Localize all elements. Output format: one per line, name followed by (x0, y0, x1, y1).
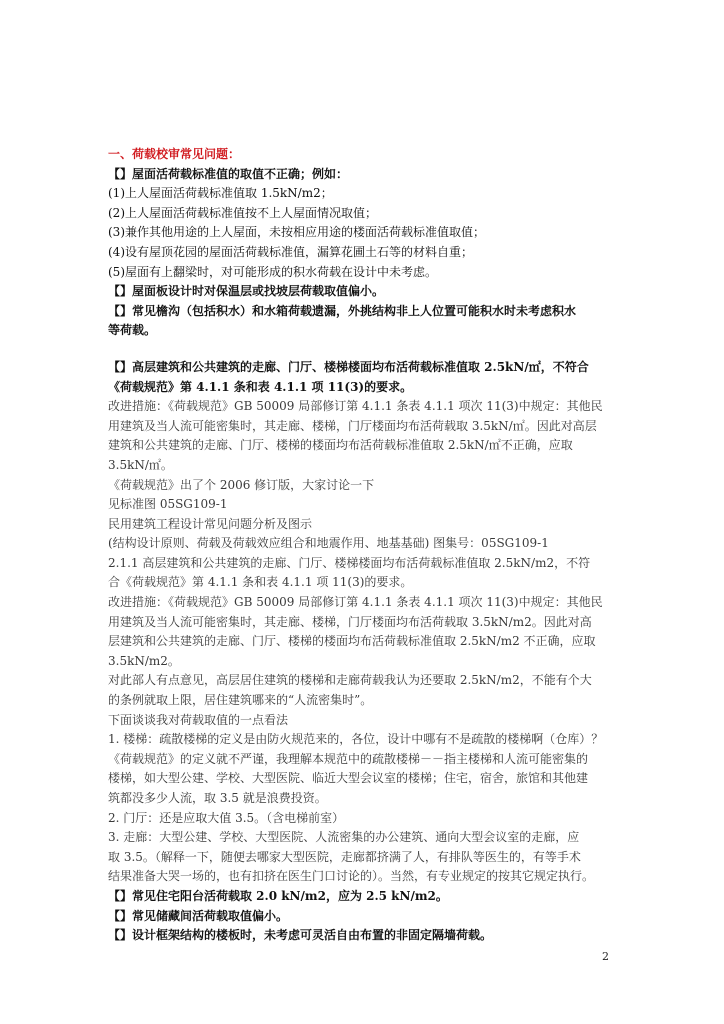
page-content (108, 145, 620, 946)
discussion-line: 见标准图 05SG109-1 (108, 497, 228, 512)
discussion-line: 民用建筑工程设计常见问题分析及图示 (108, 516, 313, 531)
issue-item: (2)上人屋面活荷载标准值按不上人屋面情况取值； (108, 205, 377, 220)
improvement-text: 用建筑及当人流可能密集时，其走廊、楼梯，门厅楼面均布活荷载取 3.5kN/㎡。因此对高层 (108, 418, 597, 433)
discussion-line: 2. 门厅：还是应取大值 3.5。（含电梯前室） (108, 810, 345, 825)
discussion-line: 结果准备大哭一场的，也有扣挤在医生门口讨论的）。当然，有专业规定的按其它规定执行。 (108, 869, 595, 884)
discussion-line: 楼梯，如大型公建、学校、大型医院、临近大型会议室的楼梯；住宅，宿舍，旅馆和其他建 (108, 771, 589, 786)
issue-title: 【】常见储藏间活荷载取值偏小。 (108, 908, 289, 923)
issue-title: 等荷载。 (108, 323, 157, 338)
issue-title: 【】常见住宅阳台活荷载取 2.0 kN/m2，应为 2.5 kN/m2。 (108, 888, 448, 903)
discussion-line: 用建筑及当人流可能密集时，其走廊、楼梯，门厅楼面均布活荷载取 3.5kN/m2。因此对高 (108, 614, 592, 629)
discussion-line: 层建筑和公共建筑的走廊、门厅、楼梯的楼面均布活荷载标准值取 2.5kN/m2 不正确，应取 (108, 634, 596, 649)
paragraph-gap (108, 341, 620, 358)
issue-item: (1)上人屋面活荷载标准值取 1.5kN/m2； (108, 186, 333, 201)
discussion-line: 2.1.1 高层建筑和公共建筑的走廊、门厅、楼梯楼面均布活荷载标准值取 2.5kN/m2，不符 (108, 555, 591, 570)
issue-item: (4)设有屋顶花园的屋面活荷载标准值，漏算花圃土石等的材料自重； (108, 244, 474, 259)
improvement-text: 改进措施：《荷载规范》GB 50009 局部修订第 4.1.1 条表 4.1.1 项次 11(3)中规定：其他民 (108, 399, 603, 414)
issue-title: 【】高层建筑和公共建筑的走廊、门厅、楼梯楼面均布活荷载标准值取 2.5kN/㎡，不符合 (108, 359, 589, 374)
discussion-line: 3. 走廊：大型公建、学校、大型医院、人流密集的办公建筑、通向大型会议室的走廊，应 (108, 830, 580, 845)
discussion-line: 改进措施：《荷载规范》GB 50009 局部修订第 4.1.1 条表 4.1.1 项次 11(3)中规定：其他民 (108, 595, 603, 610)
discussion-line: 的条例就取上限，居住建筑哪来的“人流密集时”。 (108, 693, 373, 708)
issue-item: (3)兼作其他用途的上人屋面，未按相应用途的楼面活荷载标准值取值； (108, 225, 486, 240)
issue-title: 【】屋面活荷载标准值的取值不正确；例如： (108, 166, 349, 181)
discussion-line: 取 3.5。（解释一下，随便去哪家大型医院，走廊都挤满了人，有排队等医生的，有等手术 (108, 849, 581, 864)
issue-title: 【】设计框架结构的楼板时，未考虑可灵活自由布置的非固定隔墙荷载。 (108, 928, 493, 943)
discussion-line: 《荷载规范》的定义就不严谨，我理解本规范中的疏散楼梯－－指主楼梯和人流可能密集的 (108, 751, 589, 766)
discussion-line: 合《荷载规范》第 4.1.1 条和表 4.1.1 项 11(3)的要求。 (108, 575, 413, 590)
page-number: 2 (602, 950, 609, 963)
discussion-line: 对此部人有点意见，高层居住建筑的楼梯和走廊荷载我认为还要取 2.5kN/m2，不能有个大 (108, 673, 592, 688)
discussion-line: 《荷载规范》出了个 2006 修订版，大家讨论一下 (108, 477, 375, 492)
discussion-line: 下面谈谈我对荷载取值的一点看法 (108, 712, 289, 727)
issue-item: (5)屋面有上翻梁时，对可能形成的积水荷载在设计中未考虑。 (108, 264, 438, 279)
issue-title: 《荷载规范》第 4.1.1 条和表 4.1.1 项 11(3)的要求。 (108, 379, 413, 394)
issue-title: 【】屋面板设计时对保温层或找坡层荷载取值偏小。 (108, 284, 385, 299)
discussion-line: 1. 楼梯：疏散楼梯的定义是由防火规范来的，各位，设计中哪有不是疏散的楼梯啊（仓库）？ (108, 732, 604, 747)
section-heading: 一、荷载校审常见问题： (108, 147, 241, 161)
discussion-line: 3.5kN/m2。 (108, 653, 180, 668)
discussion-line: 筑都没多少人流，取 3.5 就是浪费投资。 (108, 791, 327, 805)
improvement-text: 3.5kN/㎡。 (108, 457, 173, 472)
discussion-line: (结构设计原则、荷载及荷载效应组合和地震作用、地基基础) 图集号：05SG109-1 (108, 536, 549, 551)
improvement-text: 建筑和公共建筑的走廊、门厅、楼梯的楼面均布活荷载标准值取 2.5kN/㎡不正确，应取 (108, 438, 573, 453)
issue-title: 【】常见檐沟（包括积水）和水箱荷载遗漏，外挑结构非上人位置可能积水时未考虑积水 (108, 303, 577, 318)
